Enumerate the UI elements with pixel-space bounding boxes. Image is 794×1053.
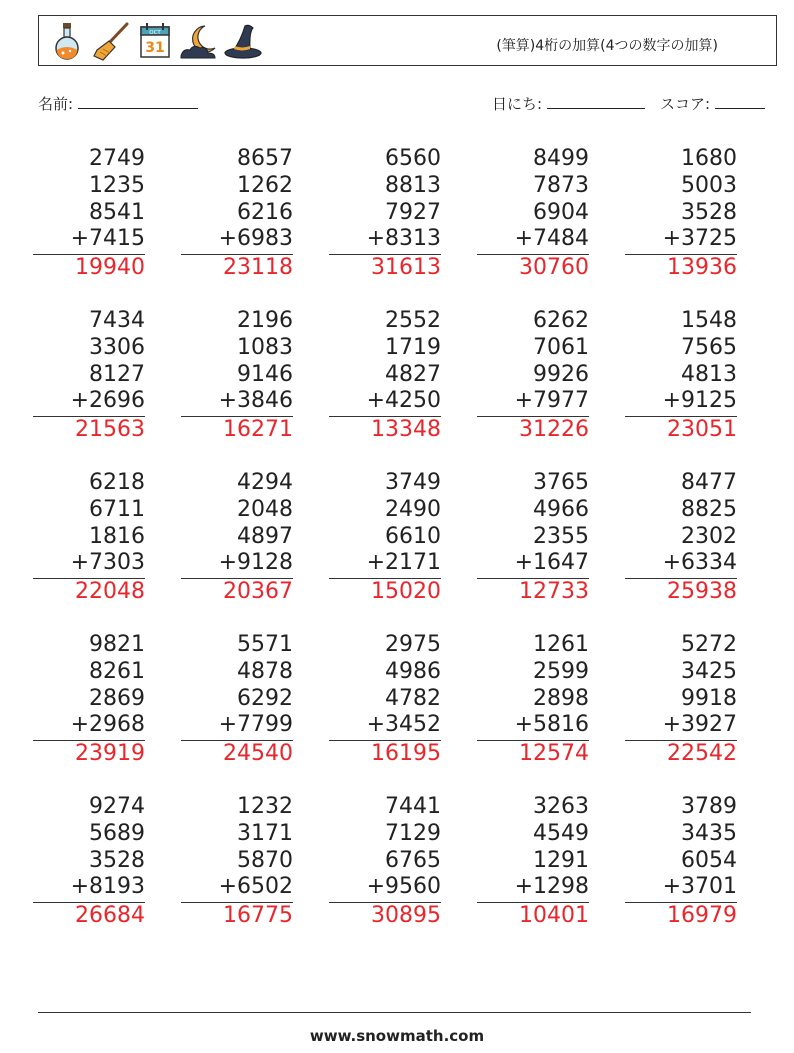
addend: 4827 — [385, 361, 441, 387]
addend: 2048 — [237, 496, 293, 522]
calendar-icon — [135, 20, 175, 62]
addend: 1083 — [237, 334, 293, 360]
addend: 2302 — [681, 523, 737, 549]
footer-site: www.snowmath.com — [309, 1027, 485, 1045]
addition-problem — [181, 794, 293, 929]
answer: 20367 — [223, 579, 293, 605]
addend-with-plus: +3846 — [218, 388, 293, 414]
addend: 2869 — [89, 685, 145, 711]
answer: 26684 — [75, 903, 145, 929]
addend: 4878 — [237, 658, 293, 684]
answer: 13348 — [371, 417, 441, 443]
broom-icon — [91, 20, 131, 62]
addition-problem — [33, 794, 145, 929]
addition-problem — [477, 632, 589, 767]
answer: 30895 — [371, 903, 441, 929]
addition-problem — [477, 146, 589, 281]
addend: 9926 — [533, 361, 589, 387]
header-icons — [47, 20, 263, 62]
addend: 5272 — [681, 632, 737, 657]
addend: 9821 — [89, 632, 145, 657]
addend: 5571 — [237, 632, 293, 657]
answer: 13936 — [667, 255, 737, 281]
answer: 23118 — [223, 255, 293, 281]
answer: 22542 — [667, 741, 737, 767]
addend-with-plus: +3725 — [662, 226, 737, 252]
addend-with-plus: +2171 — [366, 550, 441, 576]
addend-with-plus: +9128 — [218, 550, 293, 576]
addition-problem — [33, 308, 145, 443]
addend: 8657 — [237, 146, 293, 171]
score-label: スコア: — [660, 95, 711, 113]
witch-hat-icon — [223, 20, 263, 62]
addend: 9274 — [89, 794, 145, 819]
addend: 8499 — [533, 146, 589, 171]
answer: 12574 — [519, 741, 589, 767]
addend: 7129 — [385, 820, 441, 846]
worksheet-header — [38, 15, 777, 66]
answer: 12733 — [519, 579, 589, 605]
addition-problem — [33, 470, 145, 605]
addend: 1548 — [681, 308, 737, 333]
addend-with-plus: +9125 — [662, 388, 737, 414]
addend: 3789 — [681, 794, 737, 819]
addend: 1291 — [533, 847, 589, 873]
addend-with-plus: +7799 — [218, 712, 293, 738]
svg-text:OCT: OCT — [149, 30, 161, 36]
addend: 3306 — [89, 334, 145, 360]
moon-clouds-icon — [179, 20, 219, 62]
addition-problem — [329, 794, 441, 929]
answer: 16979 — [667, 903, 737, 929]
addition-problem — [181, 632, 293, 767]
addend: 2599 — [533, 658, 589, 684]
addition-problem — [181, 146, 293, 281]
addend: 7434 — [89, 308, 145, 333]
addition-problem — [625, 794, 737, 929]
addend: 8261 — [89, 658, 145, 684]
svg-text:31: 31 — [145, 40, 165, 56]
addend: 2749 — [89, 146, 145, 171]
answer: 10401 — [519, 903, 589, 929]
answer: 19940 — [75, 255, 145, 281]
score-blank[interactable] — [715, 94, 765, 109]
addend-with-plus: +7303 — [70, 550, 145, 576]
addend: 2196 — [237, 308, 293, 333]
answer: 30760 — [519, 255, 589, 281]
addend: 1261 — [533, 632, 589, 657]
addend: 4966 — [533, 496, 589, 522]
addend: 6262 — [533, 308, 589, 333]
addend: 8813 — [385, 172, 441, 198]
addend: 2898 — [533, 685, 589, 711]
answer: 24540 — [223, 741, 293, 767]
addition-problem — [625, 470, 737, 605]
date-field — [492, 93, 645, 114]
answer: 31613 — [371, 255, 441, 281]
addend: 8541 — [89, 199, 145, 225]
footer-divider — [38, 1012, 751, 1013]
date-label: 日にち: — [492, 95, 543, 113]
addition-problem — [477, 794, 589, 929]
addend: 8127 — [89, 361, 145, 387]
addend: 1235 — [89, 172, 145, 198]
addition-problem — [329, 146, 441, 281]
addend: 6292 — [237, 685, 293, 711]
addend: 6216 — [237, 199, 293, 225]
addition-problem — [625, 146, 737, 281]
addend: 5003 — [681, 172, 737, 198]
addend: 7927 — [385, 199, 441, 225]
addition-problem — [477, 308, 589, 443]
addend-with-plus: +7415 — [70, 226, 145, 252]
addition-problem — [477, 470, 589, 605]
addend: 3528 — [89, 847, 145, 873]
addend: 9146 — [237, 361, 293, 387]
addend: 6610 — [385, 523, 441, 549]
addend: 8477 — [681, 470, 737, 495]
addend-with-plus: +8313 — [366, 226, 441, 252]
addend: 6054 — [681, 847, 737, 873]
answer: 21563 — [75, 417, 145, 443]
answer: 25938 — [667, 579, 737, 605]
score-field — [660, 93, 765, 114]
addend: 3749 — [385, 470, 441, 495]
addend-with-plus: +7484 — [514, 226, 589, 252]
addend: 3263 — [533, 794, 589, 819]
addend: 4782 — [385, 685, 441, 711]
addend: 1816 — [89, 523, 145, 549]
name-label: 名前: — [38, 95, 74, 113]
addend: 2552 — [385, 308, 441, 333]
addend-with-plus: +3452 — [366, 712, 441, 738]
addend: 5689 — [89, 820, 145, 846]
answer: 23051 — [667, 417, 737, 443]
addend: 4813 — [681, 361, 737, 387]
addend-with-plus: +9560 — [366, 874, 441, 900]
addend: 2355 — [533, 523, 589, 549]
addend-with-plus: +2968 — [70, 712, 145, 738]
addend-with-plus: +6983 — [218, 226, 293, 252]
potion-bottle-icon — [47, 20, 87, 62]
addend: 6218 — [89, 470, 145, 495]
addition-problem — [33, 632, 145, 767]
addend: 4986 — [385, 658, 441, 684]
addend: 6711 — [89, 496, 145, 522]
name-blank[interactable] — [78, 94, 198, 109]
addend-with-plus: +4250 — [366, 388, 441, 414]
answer: 16271 — [223, 417, 293, 443]
addend-with-plus: +2696 — [70, 388, 145, 414]
worksheet-title: (筆算)4桁の加算(4つの数字の加算) — [496, 38, 718, 54]
addend: 6904 — [533, 199, 589, 225]
addition-problem — [329, 470, 441, 605]
name-field — [38, 93, 198, 114]
addition-problem — [181, 470, 293, 605]
addend: 5870 — [237, 847, 293, 873]
answer: 16775 — [223, 903, 293, 929]
addition-problem — [181, 308, 293, 443]
addend: 6560 — [385, 146, 441, 171]
addition-problem — [33, 146, 145, 281]
addend: 3425 — [681, 658, 737, 684]
addend-with-plus: +3701 — [662, 874, 737, 900]
addend: 3171 — [237, 820, 293, 846]
answer: 16195 — [371, 741, 441, 767]
addition-problem — [625, 632, 737, 767]
addend: 3528 — [681, 199, 737, 225]
addend-with-plus: +6502 — [218, 874, 293, 900]
addend: 1262 — [237, 172, 293, 198]
addend: 8825 — [681, 496, 737, 522]
addend: 4549 — [533, 820, 589, 846]
addition-problem — [329, 308, 441, 443]
addend: 1232 — [237, 794, 293, 819]
addend-with-plus: +5816 — [514, 712, 589, 738]
answer: 23919 — [75, 741, 145, 767]
addend-with-plus: +1298 — [514, 874, 589, 900]
addend: 7441 — [385, 794, 441, 819]
addend: 6765 — [385, 847, 441, 873]
addend: 4294 — [237, 470, 293, 495]
addend: 1680 — [681, 146, 737, 171]
addend: 3435 — [681, 820, 737, 846]
addend-with-plus: +6334 — [662, 550, 737, 576]
addition-problem — [329, 632, 441, 767]
answer: 31226 — [519, 417, 589, 443]
addend: 4897 — [237, 523, 293, 549]
answer: 22048 — [75, 579, 145, 605]
addend-with-plus: +1647 — [514, 550, 589, 576]
addend: 7565 — [681, 334, 737, 360]
addend-with-plus: +8193 — [70, 874, 145, 900]
addend-with-plus: +7977 — [514, 388, 589, 414]
addend: 2975 — [385, 632, 441, 657]
addition-problem — [625, 308, 737, 443]
addend-with-plus: +3927 — [662, 712, 737, 738]
addend: 1719 — [385, 334, 441, 360]
addend: 9918 — [681, 685, 737, 711]
addend: 7873 — [533, 172, 589, 198]
answer: 15020 — [371, 579, 441, 605]
addend: 2490 — [385, 496, 441, 522]
addend: 7061 — [533, 334, 589, 360]
date-blank[interactable] — [547, 94, 645, 109]
addend: 3765 — [533, 470, 589, 495]
